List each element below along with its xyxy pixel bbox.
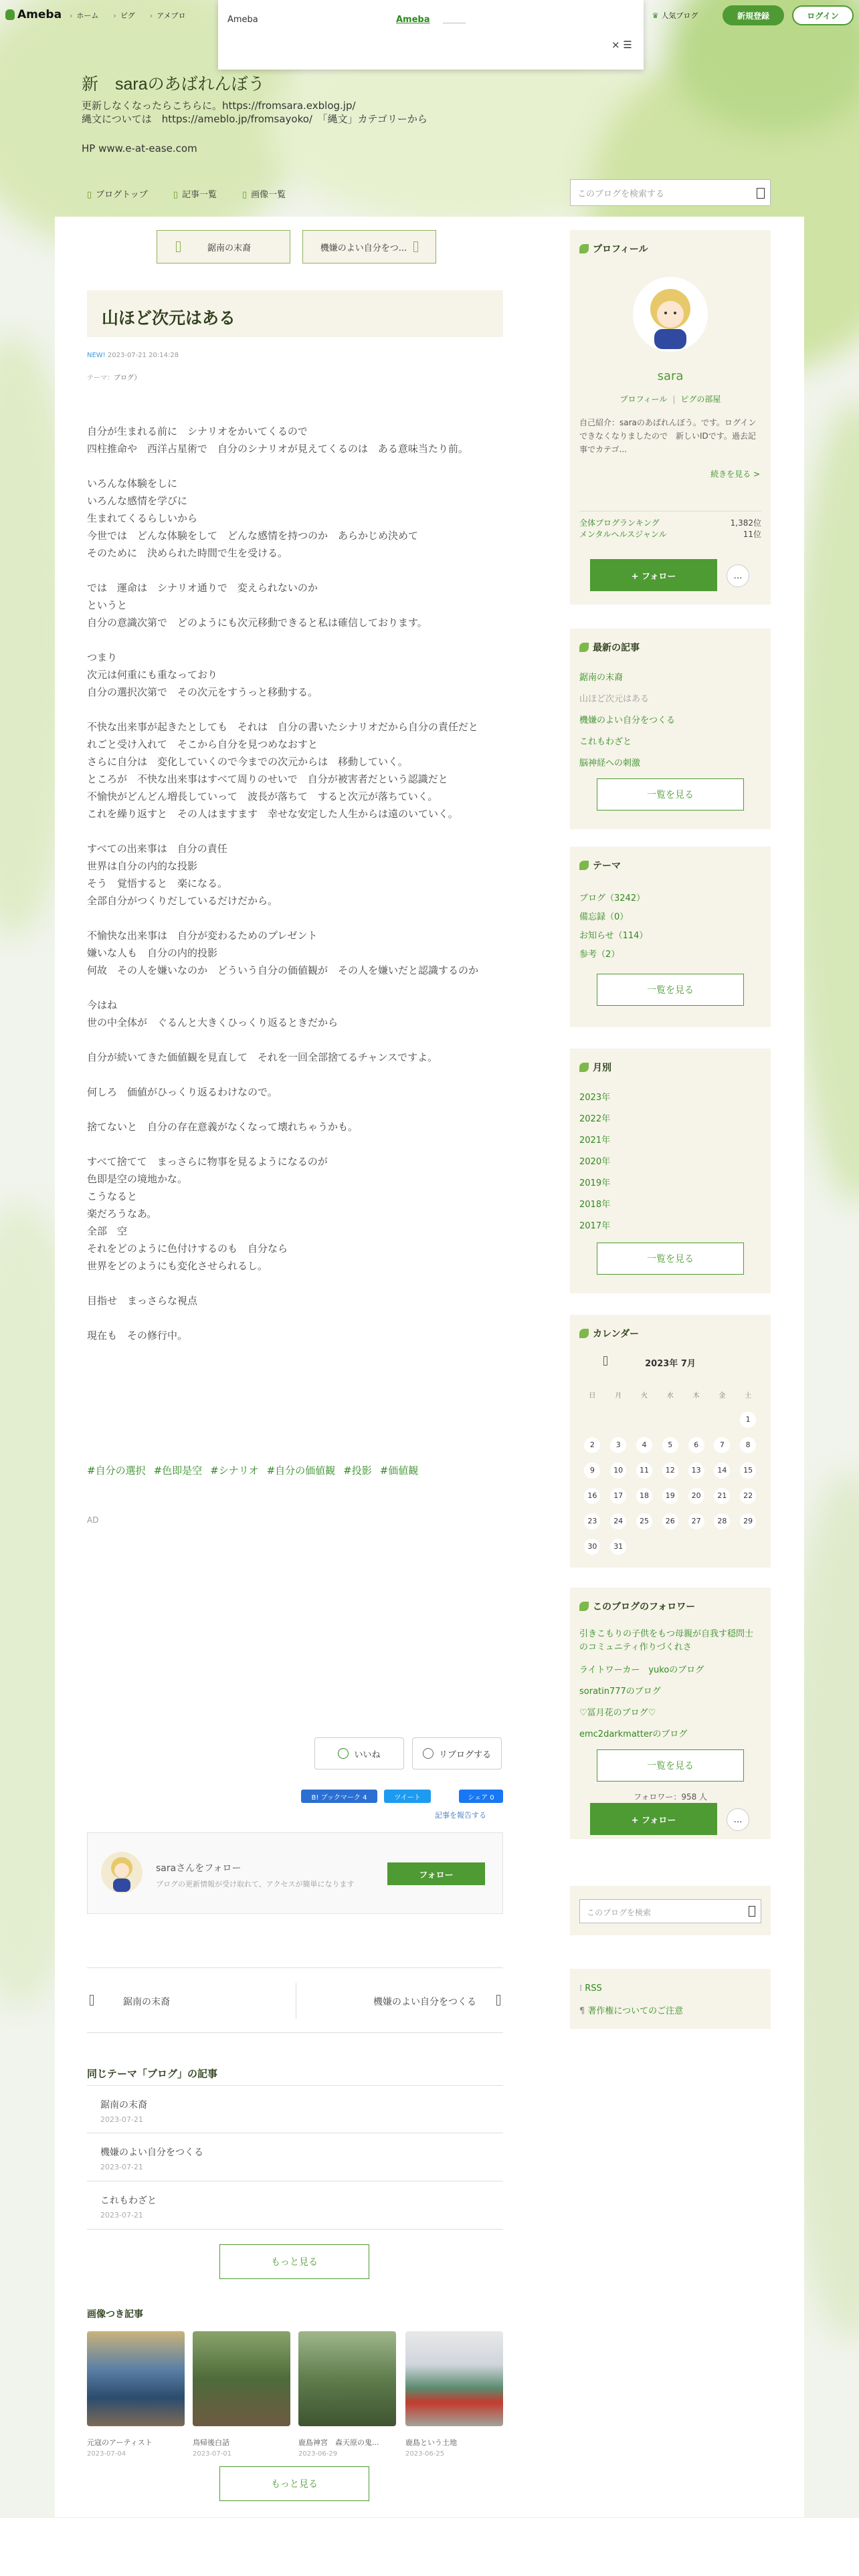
follow-name: saraさんをフォロー: [156, 1863, 242, 1874]
followers-follow-button[interactable]: + フォロー: [590, 1803, 717, 1835]
calendar-day[interactable]: 18: [636, 1488, 652, 1504]
footer-links-widget: [570, 1969, 771, 2029]
sidebar-search-input[interactable]: このブログを検索: [579, 1899, 761, 1923]
theme-link[interactable]: お知らせ（114）: [579, 931, 648, 941]
reblog-icon: [423, 1748, 434, 1759]
leaf-icon: [579, 643, 589, 652]
calendar-day[interactable]: 17: [610, 1488, 626, 1504]
tag-link[interactable]: #シナリオ: [210, 1465, 259, 1477]
entry-body: [87, 423, 503, 1362]
weekday-label: 日: [589, 1392, 596, 1400]
tag-link[interactable]: #投影: [343, 1465, 372, 1477]
entry-paragraph: つまり 次元は何重にも重なっており 自分の選択次第で その次元をすうっと移動する。: [87, 651, 318, 698]
related-entry[interactable]: これもわざと 2023-07-21: [87, 2181, 503, 2230]
blog-description: 更新しなくなったらこちらに。https://fromsara.exblog.jp/ 縄文については https://ameblo.jp/fromsayoko/ 「縄文」カテゴリーから: [82, 100, 427, 125]
image-entry-title[interactable]: 鹿島神宮 森天原の鬼...: [298, 2438, 379, 2447]
image-entry-date: 2023-06-29: [298, 2450, 338, 2458]
calendar-day[interactable]: 16: [584, 1488, 600, 1504]
entry-paragraph: 何しろ 価値がひっくり返るわけなので。: [87, 1086, 278, 1098]
image-entry-thumb[interactable]: [87, 2331, 185, 2426]
calendar-day[interactable]: 1: [740, 1412, 756, 1428]
calendar-day[interactable]: 4: [636, 1437, 652, 1453]
latest-entries-widget: 最新の記事 鋸南の末裔 山ほど次元はある 機嫌のよい自分をつくる これもわざと 脳神経への刺激 一覧を見る: [570, 629, 771, 829]
calendar-day[interactable]: 26: [662, 1513, 678, 1529]
book-icon: ¶: [579, 2006, 588, 2016]
followers-widget: このブログのフォロワー 引きこもりの子供をもつ母親が自我す穏問士のコミュニティ作りづくれさ ライトワーカー yukoのブログ soratin777のブログ ♡冨月花のブログ♡ emc2darkmatterのブログ 一覧を見る フォロワー：958 人 + フォロー …: [570, 1588, 771, 1839]
popular-blog-link[interactable]: ♛ 人気ブログ: [652, 11, 698, 20]
ad-label: AD: [87, 1515, 99, 1525]
related-entry[interactable]: 機嫌のよい自分をつくる 2023-07-21: [87, 2133, 503, 2181]
month-link[interactable]: 2019年: [579, 1178, 611, 1188]
nav-ameblo[interactable]: › アメブロ: [150, 10, 186, 21]
rss-link[interactable]: ⁞ RSS: [579, 1983, 602, 1994]
calendar-day[interactable]: 21: [714, 1488, 730, 1504]
calendar-day[interactable]: 31: [610, 1539, 626, 1555]
register-button[interactable]: 新規登録: [723, 5, 784, 25]
profile-link[interactable]: プロフィール: [619, 395, 668, 404]
blog-nav-entries[interactable]: ▯ 記事一覧: [173, 187, 217, 200]
more-images-button[interactable]: もっと見る: [219, 2466, 369, 2501]
entry-paragraph: 目指せ まっさらな視点: [87, 1295, 198, 1307]
search-icon[interactable]: [757, 188, 765, 199]
entry-paragraph: すべて捨てて まっさらに物事を見るようになるのが 色即是空の境地かな。 こうなると 楽だろうなあ。 全部 空 それをどのように色付けするのも 自分なら 世界をどのようにも変化させられるし。: [87, 1156, 328, 1272]
next-entry-top[interactable]: 機嫌のよい自分をつ...: [302, 230, 436, 263]
profile-links: プロフィール | ピグの部屋: [619, 395, 721, 404]
image-entry-thumb[interactable]: [193, 2331, 290, 2426]
calendar-day[interactable]: 14: [714, 1463, 730, 1479]
smile-icon: [338, 1748, 349, 1759]
month-link[interactable]: 2021年: [579, 1136, 611, 1146]
follow-button[interactable]: フォロー: [387, 1862, 485, 1885]
login-button[interactable]: ログイン: [792, 5, 854, 25]
ameba-logo-icon: [5, 9, 15, 20]
leaf-icon: [579, 1602, 589, 1611]
month-link[interactable]: 2022年: [579, 1114, 611, 1124]
calendar-day[interactable]: 15: [740, 1463, 756, 1479]
reblog-button[interactable]: リブログする: [412, 1737, 502, 1769]
avatar: [101, 1852, 142, 1893]
facebook-share-button[interactable]: シェア 0: [459, 1790, 503, 1803]
calendar-day[interactable]: 22: [740, 1488, 756, 1504]
month-link[interactable]: 2017年: [579, 1221, 611, 1231]
page-footer-strip: [0, 2517, 859, 2576]
more-options-icon[interactable]: …: [727, 1808, 749, 1831]
followers-list-button[interactable]: 一覧を見る: [597, 1749, 744, 1782]
calendar-day[interactable]: 3: [610, 1437, 626, 1453]
follow-description: ブログの更新情報が受け取れて、アクセスが簡単になります: [156, 1880, 355, 1889]
follower-count: フォロワー：958 人: [633, 1792, 708, 1802]
search-icon[interactable]: [749, 1906, 755, 1917]
theme-widget: テーマ ブログ（3242） 備忘録（0） お知らせ（114） 参考（2） 一覧を見る: [570, 847, 771, 1027]
calendar-day[interactable]: 29: [740, 1513, 756, 1529]
weekday-label: 金: [719, 1392, 726, 1400]
entry-paragraph: 自分が生まれる前に シナリオをかいてくるので 四柱推命や 西洋占星術で 自分のシナリオが見えてくるのは ある意味当たり前。: [87, 425, 468, 455]
month-link[interactable]: 2020年: [579, 1157, 611, 1167]
calendar-day[interactable]: 27: [688, 1513, 704, 1529]
popup-close-icon[interactable]: × ☰: [611, 39, 632, 51]
tag-link[interactable]: #自分の価値観: [266, 1465, 336, 1477]
image-entry-date: 2023-06-25: [405, 2450, 445, 2458]
leaf-icon: [579, 1063, 589, 1072]
prev-entry-top[interactable]: 鋸南の末裔: [157, 230, 290, 263]
weekday-label: 木: [692, 1392, 700, 1400]
leaf-icon: [579, 861, 589, 870]
latest-entry-link[interactable]: 山ほど次元はある: [579, 694, 650, 704]
popup-ameba-link[interactable]: Ameba: [396, 15, 430, 25]
pig-room-link[interactable]: ピグの部屋: [680, 395, 721, 404]
leaf-icon: [579, 244, 589, 253]
weekday-label: 土: [745, 1392, 752, 1400]
like-button[interactable]: いいね: [314, 1737, 404, 1769]
latest-entry-link[interactable]: 機嫌のよい自分をつくる: [579, 716, 676, 726]
profile-more-link[interactable]: 続きを見る >: [710, 469, 760, 479]
follower-link[interactable]: emc2darkmatterのブログ: [579, 1729, 688, 1739]
follower-link[interactable]: 引きこもりの子供をもつ母親が自我す穏問士のコミュニティ作りづくれさ: [579, 1629, 754, 1652]
tag-link[interactable]: #価値観: [379, 1465, 419, 1477]
calendar-day[interactable]: 8: [740, 1437, 756, 1453]
global-nav: [70, 10, 186, 21]
profile-intro: 自己紹介：saraのあばれんぼう。です。ログインできなくなりましたので 新しいIDです。過去記事でカテゴ...: [579, 418, 757, 454]
same-theme-heading: 同じテーマ「ブログ」の記事: [87, 2068, 218, 2080]
profile-name[interactable]: sara: [657, 369, 684, 383]
latest-entry-link[interactable]: 脳神経への刺激: [579, 758, 641, 768]
entry-theme: テーマ：ブログ）: [87, 374, 141, 382]
report-link[interactable]: 記事を報告する: [435, 1811, 486, 1820]
calendar-day[interactable]: 6: [688, 1437, 704, 1453]
weekday-label: 水: [666, 1392, 674, 1400]
next-entry-link[interactable]: 機嫌のよい自分をつくる: [373, 1997, 476, 2008]
latest-list-button[interactable]: 一覧を見る: [597, 778, 744, 811]
profile-widget: プロフィール sara プロフィール | ピグの部屋 自己紹介：saraのあばれんぼう。です。ログインできなくなりましたので 新しいIDです。過去記事でカテゴ... 続きを見る > 全体ブログランキング 1,382位 メンタルヘルスジャンル 11位 + フォロー …: [570, 230, 771, 605]
tweet-button[interactable]: ツイート: [384, 1790, 431, 1803]
tag-link[interactable]: #自分の選択: [87, 1465, 146, 1477]
entry-title[interactable]: 山ほど次元はある: [87, 290, 503, 337]
blog-search-input[interactable]: このブログを検索する: [570, 179, 771, 206]
entry-paragraph: 捨てないと 自分の存在意義がなくなって壊れちゃうかも。: [87, 1121, 359, 1133]
calendar-day[interactable]: 20: [688, 1488, 704, 1504]
calendar-day[interactable]: 19: [662, 1488, 678, 1504]
follower-link[interactable]: ライトワーカー yukoのブログ: [579, 1665, 704, 1675]
sidebar-follow-button[interactable]: + フォロー: [590, 559, 717, 591]
entry-paragraph: では 運命は シナリオ通りで 変えられないのか というと 自分の意識次第で どのようにも次元移動できると私は確信しております。: [87, 582, 427, 629]
image-entry-thumb[interactable]: [405, 2331, 503, 2426]
calendar-day[interactable]: 10: [610, 1463, 626, 1479]
theme-link[interactable]: ブログ（3242）: [579, 893, 646, 903]
leaf-icon: [579, 1329, 589, 1338]
entry-tags: [87, 1463, 418, 1477]
weekday-label: 月: [615, 1392, 622, 1400]
calendar-day[interactable]: 12: [662, 1463, 678, 1479]
hatena-bookmark-button[interactable]: B! ブックマーク 4: [301, 1790, 377, 1803]
image-entry-title[interactable]: 鳥帰後白話: [193, 2438, 229, 2447]
calendar-day[interactable]: 2: [584, 1437, 600, 1453]
entry-paragraph: 不快な出来事が起きたとしても それは 自分の書いたシナリオだから自分の責任だと れごと受け入れて そこから自分を見つめなおすと さらに自分は 変化していくので今までの次元からは 移動していく。 ところが 不快な出来事はすべて周りのせいで 自分が被害者だという認識だと 不愉快がどんどん増長していって 波長が落ちて すると次元が落ちていく。 これを繰り返すと その人はますます 幸せな安定した人生からは遠のいていく。: [87, 721, 478, 820]
more-related-button[interactable]: もっと見る: [219, 2244, 369, 2279]
blog-homepage: HP www.e-at-ease.com: [82, 142, 197, 154]
ameba-logo[interactable]: Ameba: [5, 8, 62, 21]
chevron-left-icon: [176, 241, 181, 252]
follower-link[interactable]: soratin777のブログ: [579, 1687, 661, 1697]
weekday-label: 火: [640, 1392, 648, 1400]
monthly-list-button[interactable]: 一覧を見る: [597, 1243, 744, 1275]
calendar-day[interactable]: 9: [584, 1463, 600, 1479]
image-entry-date: 2023-07-01: [193, 2450, 232, 2458]
chevron-left-icon: [90, 1995, 94, 2006]
image-entry-title[interactable]: 元寇のアーティスト: [87, 2438, 153, 2447]
crown-icon: ♛: [652, 11, 659, 20]
chevron-right-icon: [496, 1995, 500, 2006]
calendar-day[interactable]: 28: [714, 1513, 730, 1529]
monthly-widget: 月別 2023年 2022年 2021年 2020年 2019年 2018年 2017年 一覧を見る: [570, 1049, 771, 1293]
blog-nav-top[interactable]: ▯ ブログトップ: [87, 187, 148, 200]
calendar-day[interactable]: 7: [714, 1437, 730, 1453]
entry-pager: [87, 1967, 503, 2033]
image-entries-heading: 画像つき記事: [87, 2309, 143, 2320]
ranking-genre[interactable]: メンタルヘルスジャンル 11位: [579, 530, 761, 539]
follower-link[interactable]: ♡冨月花のブログ♡: [579, 1708, 656, 1718]
blog-nav: [87, 187, 286, 200]
ranking-overall[interactable]: 全体ブログランキング 1,382位: [579, 511, 761, 528]
calendar-day[interactable]: 23: [584, 1513, 600, 1529]
image-entry-date: 2023-07-04: [87, 2450, 126, 2458]
more-options-icon[interactable]: …: [727, 564, 749, 587]
latest-entry-link[interactable]: 鋸南の末裔: [579, 673, 624, 683]
calendar-day[interactable]: 5: [662, 1437, 678, 1453]
theme-link[interactable]: 参考（2）: [579, 950, 620, 960]
entry-paragraph: すべての出来事は 自分の責任 世界は自分の内的な投影 そう 覚悟すると 楽になる。 全部自分がつくりだしているだけだから。: [87, 843, 278, 907]
calendar-day[interactable]: 24: [610, 1513, 626, 1529]
rss-icon: ⁞: [579, 1983, 585, 1994]
calendar-day[interactable]: 30: [584, 1539, 600, 1555]
calendar-widget: カレンダー 2023年 7月 日 月 火 水 木 金 土 1 2 3 4 5 6 7 8 9 10 11 12 13 14 15 16 17 18 19 20 21 22 23 24 25 26 27 28 29 30 31: [570, 1315, 771, 1568]
calendar-grid: [579, 1382, 761, 1560]
calendar-day[interactable]: 25: [636, 1513, 652, 1529]
entry-paragraph: 不愉快な出来事は 自分が変わるためのプレゼント 嫌いな人も 自分の内的投影 何故 その人を嫌いなのか どういう自分の価値観が その人を嫌いだと認識するのか: [87, 930, 479, 976]
blog-title[interactable]: 新 saraのあばれんぼう: [82, 75, 265, 94]
ameba-popup: [218, 0, 644, 70]
latest-entry-link[interactable]: これもわざと: [579, 737, 632, 747]
month-link[interactable]: 2023年: [579, 1093, 611, 1103]
theme-link[interactable]: 備忘録（0）: [579, 912, 629, 922]
entry-paragraph: 自分が続いてきた価値観を見直して それを一回全部捨てるチャンスですよ。: [87, 1051, 438, 1063]
tag-link[interactable]: #色即是空: [153, 1465, 203, 1477]
profile-avatar[interactable]: [633, 277, 708, 352]
search-widget: [570, 1886, 771, 1935]
entry-meta: NEW! 2023-07-21 20:14:28: [87, 352, 179, 359]
nav-home[interactable]: › ホーム: [70, 10, 98, 21]
calendar-day[interactable]: 13: [688, 1463, 704, 1479]
image-entry-thumb[interactable]: [298, 2331, 396, 2426]
entry-paragraph: 今はね 世の中全体が ぐるんと大きくひっくり返るときだから: [87, 999, 339, 1029]
copyright-link[interactable]: ¶ 著作権についてのご注意: [579, 2006, 684, 2016]
calendar-day[interactable]: 11: [636, 1463, 652, 1479]
entry-theme-link[interactable]: ブログ: [114, 374, 134, 382]
related-entry[interactable]: 鋸南の末裔 2023-07-21: [87, 2085, 503, 2133]
blog-nav-images[interactable]: ▯ 画像一覧: [242, 187, 286, 200]
theme-list-button[interactable]: 一覧を見る: [597, 974, 744, 1006]
entry-paragraph: 現在も その修行中。: [87, 1329, 188, 1341]
popup-brand: Ameba: [227, 15, 258, 25]
follow-box: [87, 1832, 503, 1914]
calendar-title: 2023年 7月: [645, 1359, 696, 1369]
image-entry-title[interactable]: 鹿島という土地: [405, 2438, 457, 2447]
nav-pigg[interactable]: › ピグ: [113, 10, 134, 21]
chevron-right-icon: [413, 241, 418, 252]
month-link[interactable]: 2018年: [579, 1200, 611, 1210]
prev-entry-link[interactable]: 鋸南の末裔: [123, 1997, 170, 2008]
entry-paragraph: いろんな体験をしに いろんな感情を学びに 生まれてくるらしいから 今世では どんな体験をして どんな感情を持つのか あらかじめ決めて そのために 決められた時間で生を受ける。: [87, 477, 419, 559]
